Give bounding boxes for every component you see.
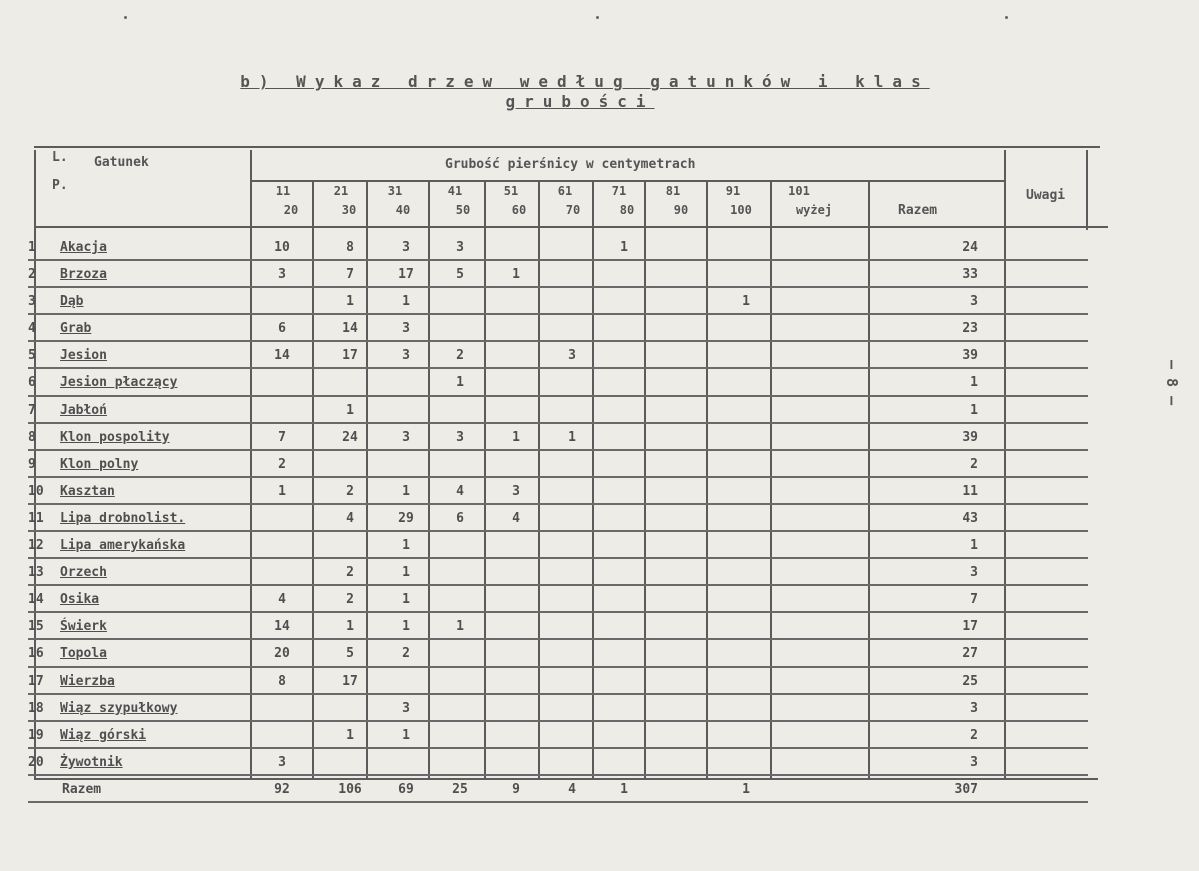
count-cell: 14 [342,321,358,337]
species-name: Jabłoń [60,402,107,418]
table-row [28,369,1088,396]
species-name: Klon pospolity [60,429,170,445]
page-number: — 8 — [1163,360,1181,406]
count-cell: 1 [620,240,628,255]
count-cell: 2 [402,646,410,662]
row-total: 1 [970,538,978,554]
count-cell: 1 [402,294,410,310]
count-cell: 4 [456,483,464,499]
count-cell: 1 [402,565,410,581]
count-cell: 1 [568,429,576,445]
table-row [28,505,1088,532]
row-number: 17 [28,673,44,689]
row-number: 8 [28,429,36,445]
table-right-rule [1086,150,1088,230]
species-name: Osika [60,592,100,608]
header-species: Gatunek [94,155,149,170]
row-total: 3 [970,565,978,581]
column-total: 92 [274,781,290,797]
column-total: 1 [620,781,628,797]
count-cell: 1 [346,402,354,418]
diameter-class-from: 81 [665,184,681,198]
species-name: Brzoza [60,267,107,283]
row-number: 14 [28,592,44,608]
count-cell: 3 [456,240,464,255]
count-cell: 1 [512,267,520,283]
species-name: Żywotnik [60,754,123,770]
row-number: 11 [28,510,44,526]
count-cell: 1 [402,592,410,608]
count-cell: 2 [278,456,286,472]
table-row [28,722,1088,749]
row-number: 6 [28,375,36,391]
diameter-class-from: 71 [611,184,627,198]
diameter-class-to: wyżej [795,203,833,217]
row-total: 1 [970,375,978,391]
header-remarks: Uwagi [1026,188,1066,203]
row-number: 19 [28,727,44,743]
species-name: Wierzba [60,673,115,689]
table-row [28,478,1088,505]
count-cell: 2 [346,592,354,608]
count-cell: 3 [402,429,410,445]
diameter-class-from: 61 [557,184,573,198]
count-cell: 1 [402,619,410,635]
row-total: 39 [962,348,978,364]
table-row [28,559,1088,586]
diameter-class-to: 90 [673,203,689,217]
species-name: Lipa drobnolist. [60,510,186,526]
count-cell: 4 [346,510,354,526]
count-cell: 1 [512,429,520,445]
row-number: 15 [28,619,44,635]
diameter-class-from: 21 [333,184,349,198]
row-total: 1 [970,402,978,418]
row-total: 17 [962,619,978,635]
table-row [28,668,1088,695]
row-number: 16 [28,646,44,662]
table-row [28,451,1088,478]
table-row [28,424,1088,451]
count-cell: 29 [398,510,414,526]
count-cell: 1 [402,483,410,499]
count-cell: 4 [512,510,520,526]
ink-speck [596,16,599,19]
count-cell: 1 [402,538,410,554]
row-number: 13 [28,565,44,581]
row-total: 24 [962,240,978,255]
row-total: 3 [970,754,978,770]
row-total: 39 [962,429,978,445]
count-cell: 3 [568,348,576,364]
diameter-class-to: 40 [395,203,411,217]
row-total: 2 [970,456,978,472]
species-name: Jesion [60,348,107,364]
diameter-class-from: 11 [275,184,291,198]
count-cell: 1 [278,483,286,499]
diameter-class-to: 100 [730,203,752,217]
data-rows [28,234,1088,803]
row-number: 12 [28,538,44,554]
row-total: 23 [962,321,978,337]
grand-total: 307 [954,781,978,797]
count-cell: 3 [402,700,410,716]
row-number: 4 [28,321,36,337]
table-row [28,613,1088,640]
count-cell: 1 [346,294,354,310]
species-name: Akacja [60,240,107,255]
species-name: Topola [60,646,107,662]
column-total: 9 [512,781,520,797]
count-cell: 6 [278,321,286,337]
diameter-class-to: 80 [619,203,635,217]
count-cell: 5 [456,267,464,283]
count-cell: 3 [278,754,286,770]
document-title: b) Wykaz drzew według gatunków i klas [240,72,930,91]
species-name: Dąb [60,294,84,310]
row-number: 3 [28,294,36,310]
totals-row [28,776,1088,803]
row-number: 7 [28,402,36,418]
species-name: Klon polny [60,456,139,472]
count-cell: 4 [278,592,286,608]
species-name: Kasztan [60,483,115,499]
column-total: 25 [452,781,468,797]
diameter-class-to: 30 [341,203,357,217]
document-title-continued: grubości [505,92,655,111]
row-total: 27 [962,646,978,662]
diameter-class-from: 41 [447,184,463,198]
count-cell: 3 [402,348,410,364]
ink-speck [124,16,127,19]
count-cell: 3 [278,267,286,283]
row-number: 1 [28,240,36,255]
diameter-class-to: 70 [565,203,581,217]
count-cell: 17 [342,673,358,689]
diameter-class-to: 50 [455,203,471,217]
count-cell: 17 [342,348,358,364]
count-cell: 17 [398,267,414,283]
count-cell: 5 [346,646,354,662]
diameter-class-to: 60 [511,203,527,217]
header-bottom-rule [34,226,1108,228]
count-cell: 1 [456,619,464,635]
count-cell: 3 [402,240,410,255]
table-row [28,640,1088,667]
species-name: Świerk [60,619,107,635]
row-total: 11 [962,483,978,499]
totals-label: Razem [62,781,102,797]
count-cell: 7 [278,429,286,445]
count-cell: 8 [278,673,286,689]
column-total: 69 [398,781,414,797]
table-row [28,532,1088,559]
row-total: 43 [962,510,978,526]
count-cell: 3 [402,321,410,337]
count-cell: 2 [346,483,354,499]
row-number: 2 [28,267,36,283]
table-row [28,749,1088,776]
row-number: 18 [28,700,44,716]
row-total: 3 [970,700,978,716]
count-cell: 14 [274,619,290,635]
count-cell: 1 [346,619,354,635]
diameter-class-from: 31 [387,184,403,198]
header-diameter-group: Grubość pierśnicy w centymetrach [445,157,696,172]
row-number: 9 [28,456,36,472]
count-cell: 3 [512,483,520,499]
header-lp-2: P. [52,178,68,193]
count-cell: 2 [346,565,354,581]
column-total: 4 [568,781,576,797]
diameter-class-to: 20 [283,203,299,217]
table-row [28,261,1088,288]
row-total: 7 [970,592,978,608]
table-row [28,315,1088,342]
count-cell: 14 [274,348,290,364]
count-cell: 6 [456,510,464,526]
species-name: Jesion płaczący [60,375,178,391]
count-cell: 1 [346,727,354,743]
row-number: 10 [28,483,44,499]
species-name: Grab [60,321,92,337]
row-total: 33 [962,267,978,283]
count-cell: 20 [274,646,290,662]
row-number: 5 [28,348,36,364]
diameter-class-from: 91 [725,184,741,198]
header-total: Razem [898,203,938,218]
row-total: 25 [962,673,978,689]
species-name: Lipa amerykańska [60,538,186,554]
table-top-rule [34,146,1100,148]
ink-speck [1005,16,1008,19]
column-total: 106 [338,781,362,797]
count-cell: 8 [346,240,354,255]
count-cell: 1 [456,375,464,391]
table-row [28,234,1088,261]
count-cell: 24 [342,429,358,445]
count-cell: 1 [742,294,750,310]
column-total: 1 [742,781,750,797]
diameter-class-from: 101 [788,184,810,198]
table-row [28,342,1088,369]
diameter-class-from: 51 [503,184,519,198]
count-cell: 10 [274,240,290,255]
species-name: Orzech [60,565,107,581]
row-total: 3 [970,294,978,310]
row-total: 2 [970,727,978,743]
species-name: Wiąz górski [60,727,147,743]
table-row [28,586,1088,613]
count-cell: 1 [402,727,410,743]
count-cell: 3 [456,429,464,445]
header-lp: L. [52,150,68,165]
table-row [28,397,1088,424]
table-row [28,288,1088,315]
species-name: Wiąz szypułkowy [60,700,178,716]
class-header-rule [250,180,1004,182]
count-cell: 2 [456,348,464,364]
row-number: 20 [28,754,44,770]
count-cell: 7 [346,267,354,283]
table-row [28,695,1088,722]
